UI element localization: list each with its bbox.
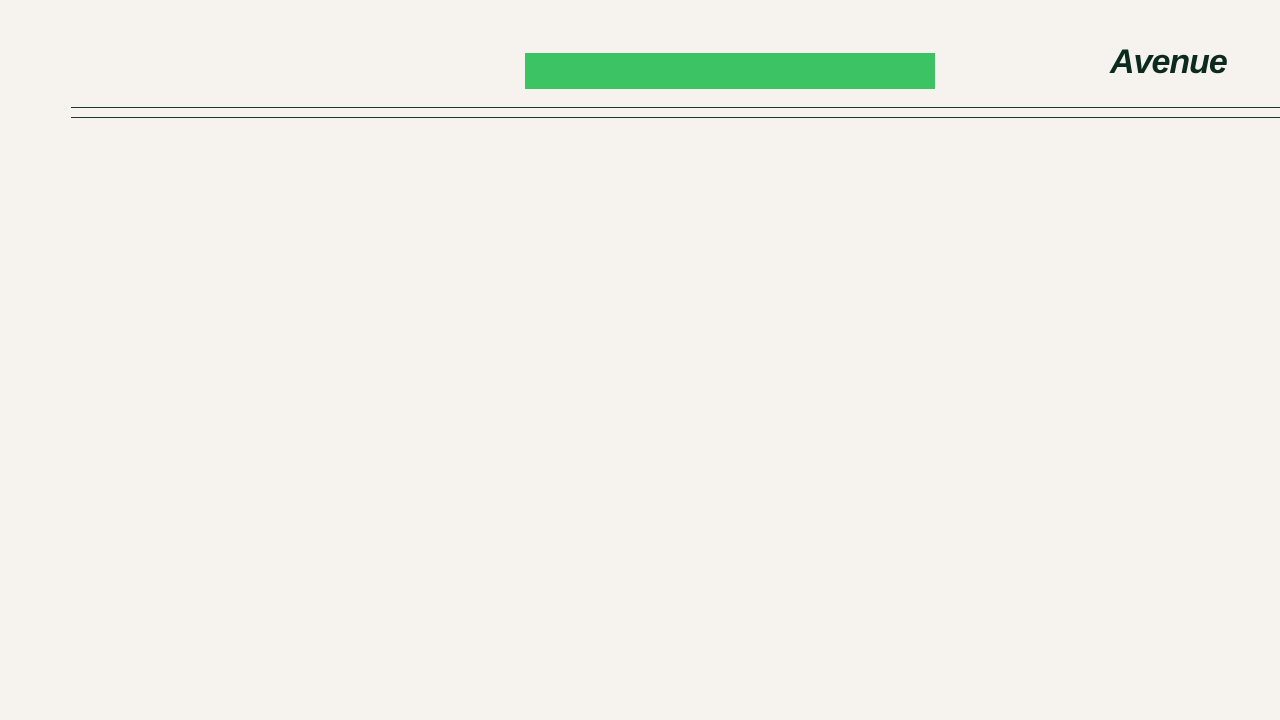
- header-rule-top: [71, 107, 1280, 108]
- svg-text:Avenue: Avenue: [1110, 43, 1227, 81]
- avenue-logo: [1108, 40, 1258, 84]
- date-range-badge: [525, 53, 935, 89]
- header-rule-bottom: [71, 117, 1280, 118]
